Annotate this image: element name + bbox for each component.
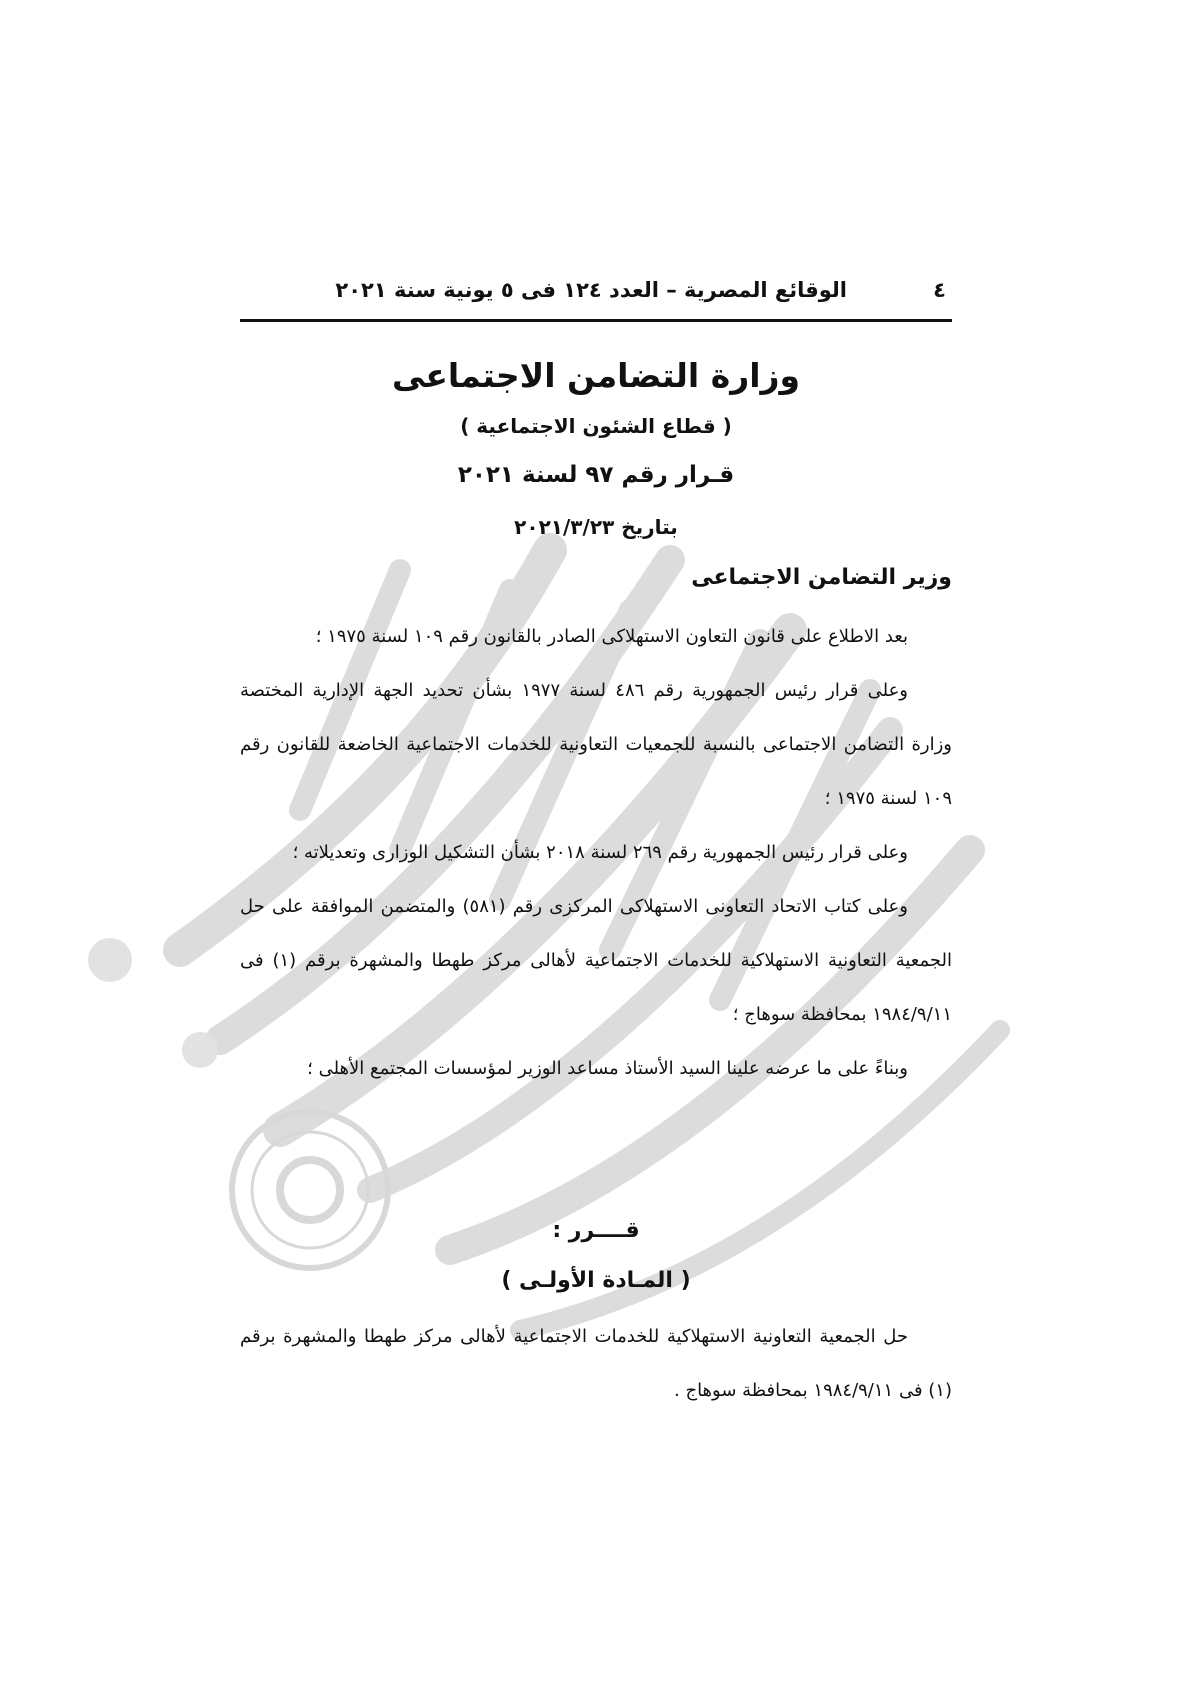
sector-subtitle: ( قطاع الشئون الاجتماعية )	[460, 414, 732, 438]
ministry-title: وزارة التضامن الاجتماعى	[391, 356, 801, 395]
header-divider	[240, 319, 952, 322]
decision-number: قـرار رقم ٩٧ لسنة ٢٠٢١	[457, 462, 735, 488]
publication-line: الوقائع المصرية – العدد ١٢٤ فى ٥ يونية سنة ٢٠٢١	[335, 278, 847, 302]
article-paragraph: حل الجمعية التعاونية الاستهلاكية للخدمات الاجتماعية لأهالى مركز طهطا والمشهرة برقم (١) فى ١٩٨٤/٩/١١ بمحافظة سوهاج .	[240, 1326, 952, 1401]
preamble-paragraph: وعلى قرار رئيس الجمهورية رقم ٢٦٩ لسنة ٢٠١٨ بشأن التشكيل الوزارى وتعديلاته ؛	[292, 842, 908, 863]
minister-heading: وزير التضامن الاجتماعى	[691, 565, 952, 590]
decision-date: بتاريخ ٢٠٢١/٣/٢٣	[514, 515, 678, 539]
article-title: ( المـادة الأولـى )	[501, 1268, 691, 1293]
preamble-paragraph: بعد الاطلاع على قانون التعاون الاستهلاكى الصادر بالقانون رقم ١٠٩ لسنة ١٩٧٥ ؛	[315, 626, 908, 647]
article-text	[240, 1310, 952, 1418]
preamble-paragraph: وعلى كتاب الاتحاد التعاونى الاستهلاكى المركزى رقم (٥٨١) والمتضمن الموافقة على حل الجمعية التعاونية الاستهلاكية للخدمات الاجتماعية لأهالى مركز طهطا والمشهرة برقم (١) فى ١٩٨٤/٩/١١ بمحافظة سوهاج ؛	[240, 896, 952, 1025]
preamble-paragraph: وعلى قرار رئيس الجمهورية رقم ٤٨٦ لسنة ١٩٧٧ بشأن تحديد الجهة الإدارية المختصة وزارة التضامن الاجتماعى بالنسبة للجمعيات التعاونية للخدمات الاجتماعية الخاضعة للقانون رقم ١٠٩ لسنة ١٩٧٥ ؛	[240, 680, 952, 809]
preamble-paragraph: وبناءً على ما عرضه علينا السيد الأستاذ مساعد الوزير لمؤسسات المجتمع الأهلى ؛	[307, 1058, 908, 1079]
preamble-text	[240, 610, 952, 1096]
decided-label: قــــرر :	[552, 1218, 640, 1243]
running-header	[240, 272, 952, 316]
page-number: ٤	[933, 278, 946, 302]
